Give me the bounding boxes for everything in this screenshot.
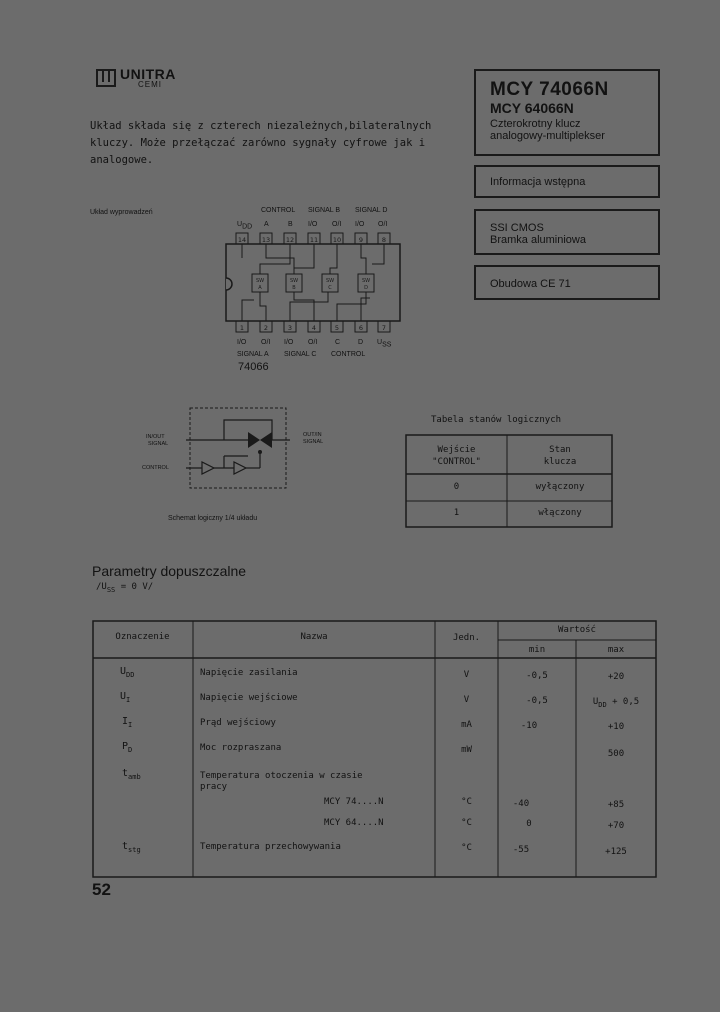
pin-name-6: D xyxy=(358,339,364,346)
pin-name-8: O/I xyxy=(378,221,388,228)
pin-name-12: B xyxy=(288,221,293,228)
tech-box xyxy=(474,209,660,255)
param-row-6-max: +85 xyxy=(607,800,625,810)
param-row-8-min: -55 xyxy=(512,845,530,855)
state-table-header-state: Stan klucza xyxy=(543,445,577,467)
pin-name-1: I/O xyxy=(237,339,247,346)
param-row-4-unit: mW xyxy=(461,745,472,755)
pinout-group-control-top: CONTROL xyxy=(261,207,296,214)
pin-name-3: I/O xyxy=(284,339,294,346)
state-table-header-input: Wejście "CONTROL" xyxy=(432,445,481,467)
param-row-3-min: -10 xyxy=(520,721,538,731)
pin-7: 7 xyxy=(381,324,387,332)
switch-d-label-2: D xyxy=(364,285,368,291)
param-row-2-name: Napięcie wejściowe xyxy=(200,693,298,703)
param-row-8-max: +125 xyxy=(605,847,627,857)
param-row-4-name: Moc rozpraszana xyxy=(200,743,282,753)
params-header-unit: Jedn. xyxy=(452,633,481,643)
switch-c-label-1: SW xyxy=(325,278,335,284)
switch-a-label-2: A xyxy=(258,285,262,291)
state-row-2-input: 1 xyxy=(453,508,460,518)
param-row-8-symbol: $t_{stg}$ xyxy=(122,841,141,854)
pin-name-10: O/I xyxy=(332,221,342,228)
param-row-8-unit: °C xyxy=(461,843,472,853)
logic-schematic xyxy=(186,406,290,490)
pin-13: 13 xyxy=(261,236,271,244)
pin-name-9: I/O xyxy=(355,221,365,228)
pinout-label: Układ wyprowadzeń xyxy=(90,209,153,216)
tech-line-1: SSI CMOS xyxy=(490,222,544,234)
param-row-4-symbol: $P_D$ xyxy=(122,741,133,754)
intro-line-2: kluczy. Może przełączać zarówno sygnały cyfrowe jak i xyxy=(90,137,426,149)
param-row-6-min: -40 xyxy=(512,799,530,809)
logo-brand: UNITRA xyxy=(120,66,176,82)
pin-name-4: O/I xyxy=(308,339,318,346)
pin-14: 14 xyxy=(237,236,247,244)
pinout-diagram xyxy=(220,230,404,336)
state-table-title: Tabela stanów logicznych xyxy=(431,415,562,425)
param-row-3-unit: mA xyxy=(461,720,472,730)
param-row-1-symbol: $U_{DD}$ xyxy=(120,666,135,679)
intro-text xyxy=(90,118,431,169)
part-alt: MCY 64066N xyxy=(490,100,574,116)
pin-name-5: C xyxy=(335,339,341,346)
inverter-2-icon xyxy=(234,462,246,474)
param-row-2-max: $U_{DD} + 0,5$ xyxy=(592,697,640,709)
param-row-7-max: +70 xyxy=(607,821,625,831)
param-row-1-max: +20 xyxy=(607,672,625,682)
switch-d-label-1: SW xyxy=(361,278,371,284)
param-row-6-unit: °C xyxy=(461,797,472,807)
pin-8: 8 xyxy=(381,236,387,244)
logic-in-label: IN/OUT SIGNAL xyxy=(146,434,169,447)
pin-name-vss: $U_{SS}$ xyxy=(377,339,392,349)
pin-3: 3 xyxy=(287,324,293,332)
param-row-5-name: Temperatura otoczenia w czasie pracy xyxy=(200,771,363,792)
params-header-symbol: Oznaczenie xyxy=(115,632,170,642)
unitra-logo-icon xyxy=(96,68,116,88)
param-row-3-symbol: $I_I$ xyxy=(122,716,133,729)
pin-name-13: A xyxy=(264,221,269,228)
logic-caption: Schemat logiczny 1/4 układu xyxy=(168,515,258,522)
params-subtitle: $/U_{SS} = 0$ V/ xyxy=(96,582,154,594)
intro-line-1: Układ składa się z czterech niezależnych,bilateralnych xyxy=(90,120,432,132)
pinout-part-number: 74066 xyxy=(238,361,269,373)
pinout-group-signal-c: SIGNAL C xyxy=(284,351,317,358)
param-row-2-symbol: $U_I$ xyxy=(120,691,131,704)
params-table-grid xyxy=(92,620,658,880)
param-row-6-name: MCY 74....N xyxy=(324,797,384,807)
param-row-7-min: 0 xyxy=(526,819,532,829)
tech-line-2: Bramka aluminiowa xyxy=(490,234,586,246)
pinout-group-control-bottom: CONTROL xyxy=(331,351,366,358)
pin-name-2: O/I xyxy=(261,339,271,346)
pin-5: 5 xyxy=(334,324,340,332)
chip-notch xyxy=(226,278,232,290)
params-header-max: max xyxy=(607,645,625,655)
param-row-2-min: -0,5 xyxy=(526,696,548,706)
param-row-2-unit: V xyxy=(463,695,470,705)
pin-1: 1 xyxy=(239,324,245,332)
param-row-3-max: +10 xyxy=(607,722,625,732)
switch-c-label-2: C xyxy=(328,285,332,291)
pinout-group-signal-b: SIGNAL B xyxy=(308,207,341,214)
params-title: Parametry dopuszczalne xyxy=(92,563,247,579)
params-header-min: min xyxy=(528,645,546,655)
pin-name-vdd: $U_{DD}$ xyxy=(237,221,253,231)
param-row-8-name: Temperatura przechowywania xyxy=(200,842,341,852)
param-row-1-min: -0,5 xyxy=(526,671,548,681)
param-row-1-unit: V xyxy=(463,670,470,680)
params-header-value: Wartość xyxy=(558,625,596,635)
pin-6: 6 xyxy=(358,324,364,332)
params-header-name: Nazwa xyxy=(300,632,328,642)
pin-11: 11 xyxy=(309,236,319,244)
logo-sub: CEMI xyxy=(138,80,162,89)
page-number: 52 xyxy=(92,880,111,899)
pin-10: 10 xyxy=(332,236,342,244)
pin-name-11: I/O xyxy=(308,221,318,228)
switch-a-label-1: SW xyxy=(255,278,265,284)
case-label: Obudowa CE 71 xyxy=(490,278,571,290)
param-row-3-name: Prąd wejściowy xyxy=(200,718,276,728)
state-row-1-input: 0 xyxy=(453,482,460,492)
param-row-7-name: MCY 64....N xyxy=(324,818,384,828)
title-box xyxy=(474,69,660,156)
param-row-7-unit: °C xyxy=(461,818,472,828)
pin-4: 4 xyxy=(311,324,317,332)
param-row-1-name: Napięcie zasilania xyxy=(200,668,298,678)
state-row-2-state: włączony xyxy=(538,508,582,518)
pin-2: 2 xyxy=(263,324,269,332)
part-main: MCY 74066N xyxy=(490,79,609,100)
pin-12: 12 xyxy=(285,236,295,244)
switch-b-label-1: SW xyxy=(289,278,299,284)
intro-line-3: analogowe. xyxy=(90,154,154,166)
info-box xyxy=(474,165,660,198)
inverter-1-icon xyxy=(202,462,214,474)
transmission-gate-icon xyxy=(248,432,272,454)
info-label: Informacja wstępna xyxy=(490,176,586,188)
logic-control-label: CONTROL xyxy=(142,465,169,471)
switch-b-label-2: B xyxy=(292,285,296,291)
logic-out-label: OUT/IN SIGNAL xyxy=(303,432,324,445)
pinout-group-signal-d: SIGNAL D xyxy=(355,207,388,214)
case-box xyxy=(474,265,660,300)
state-row-1-state: wyłączony xyxy=(535,482,585,492)
param-row-5-symbol: $t_{amb}$ xyxy=(122,768,141,781)
pin-9: 9 xyxy=(358,236,364,244)
param-row-4-max: 500 xyxy=(607,749,625,759)
title-desc-2: analogowy-multiplekser xyxy=(490,130,605,142)
pinout-group-signal-a: SIGNAL A xyxy=(237,351,269,358)
title-desc-1: Czterokrotny klucz xyxy=(490,118,581,130)
